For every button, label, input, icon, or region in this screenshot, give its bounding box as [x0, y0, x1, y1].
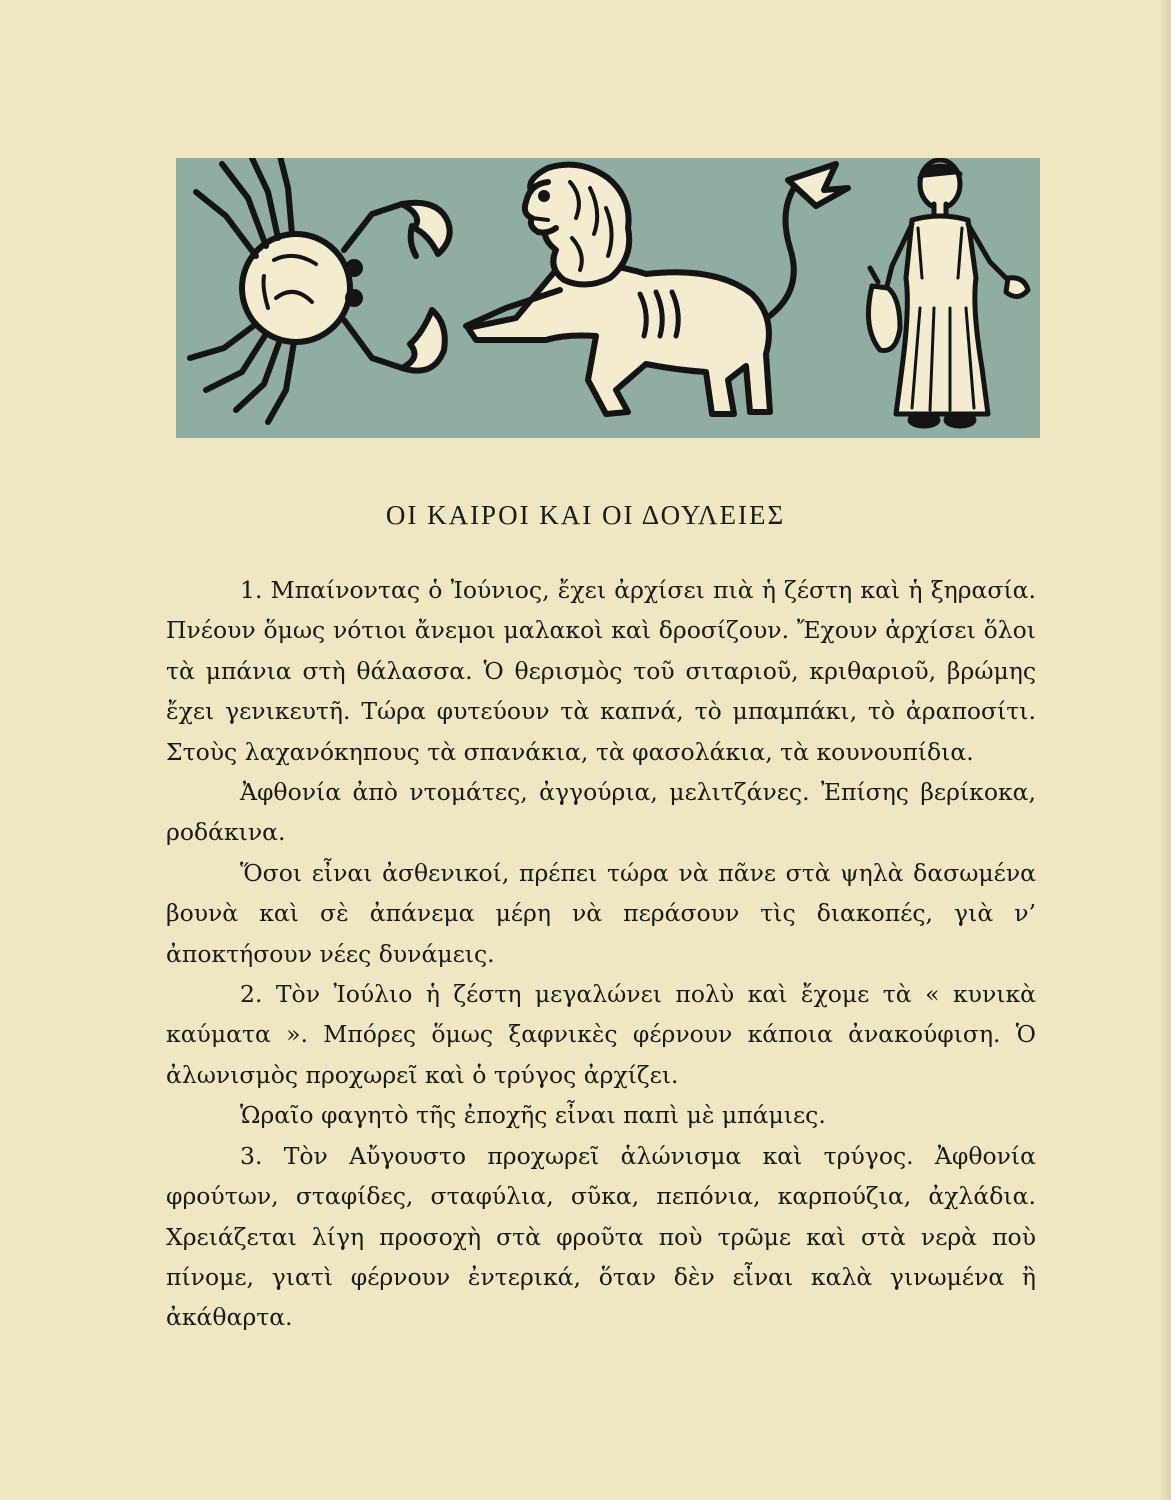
woman-figure-icon [868, 160, 1028, 426]
zodiac-banner [176, 158, 1040, 438]
page-title: ΟΙ ΚΑΙΡΟΙ ΚΑΙ ΟΙ ΔΟΥΛΕΙΕΣ [385, 500, 786, 530]
paragraph-august: 3. Τὸν Αὔγουστο προχωρεῖ ἁλώνισμα καὶ τρύγος. Ἀφθονία φρούτων, σταφίδες, σταφύλια, σῦκα, πεπόνια, καρπούζια, ἀχλάδια. Χρειάζεται λίγη προσοχὴ στὰ φροῦτα ποὺ τρῶμε καὶ στὰ νερὰ ποὺ πίνομε, γιατὶ φέρνουν ἐντερικά, ὅταν δὲν εἶναι καλὰ γινωμένα ἢ ἀκάθαρτα. [166, 1141, 1036, 1332]
page-edge [1159, 0, 1171, 1500]
paragraph-food: Ὡραῖο φαγητὸ τῆς ἐποχῆς εἶναι παπὶ μὲ μπάμιες. [240, 1101, 826, 1130]
paragraph-july: 2. Τὸν Ἰούλιο ἡ ζέστη μεγαλώνει πολὺ καὶ ἔχομε τὰ « κυνικὰ καύματα ». Μπόρες ὅμως ξαφνικὲς φέρνουν κάποια ἀνακούφιση. Ὁ ἀλωνισμὸς προχωρεῖ καὶ ὁ τρύγος ἀρχίζει. [166, 980, 1036, 1089]
crab-icon [190, 158, 450, 422]
paragraph-abundance: Ἀφθονία ἀπὸ ντομάτες, ἀγγούρια, μελιτζάνες. Ἐπίσης βερίκοκα, ροδάκινα. [166, 778, 1036, 847]
paragraph-health: Ὅσοι εἶναι ἀσθενικοί, πρέπει τώρα νὰ πᾶνε στὰ ψηλὰ δασωμένα βουνὰ καὶ σὲ ἀπάνεμα μέρη νὰ περάσουν τὶς διακοπές, γιὰ ν’ ἀποκτήσουν νέες δυνάμεις. [166, 858, 1036, 968]
body-text [166, 570, 1036, 1338]
paragraph-june: 1. Μπαίνοντας ὁ Ἰούνιος, ἔχει ἀρχίσει πιὰ ἡ ζέστη καὶ ἡ ξηρασία. Πνέουν ὅμως νότιοι ἄνεμοι μαλακοὶ καὶ δροσίζουν. Ἔχουν ἀρχίσει ὅλοι τὰ μπάνια στὴ θάλασσα. Ὁ θερισμὸς τοῦ σιταριοῦ, κριθαριοῦ, βρώμης ἔχει γενικευτῆ. Τώρα φυτεύουν τὰ καπνά, τὸ μπαμπάκι, τὸ ἀραποσίτι. Στοὺς λαχανόκηπους τὰ σπανάκια, τὰ φασολάκια, τὰ κουνουπίδια. [166, 576, 1036, 766]
lion-icon [466, 164, 848, 414]
